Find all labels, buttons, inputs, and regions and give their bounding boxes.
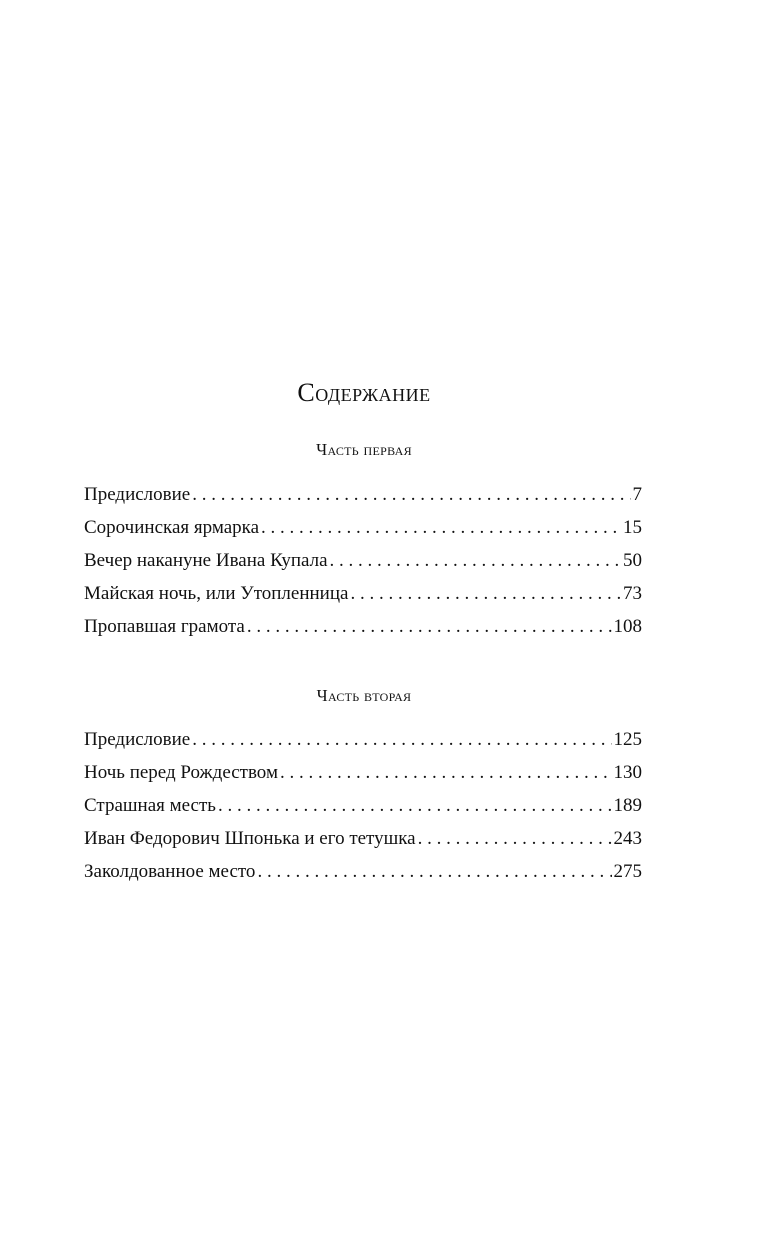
toc-entry [84,756,642,789]
dot-leader [330,544,621,577]
toc-entry [84,478,642,511]
toc-entry [84,544,642,577]
toc-entry-page: 125 [613,729,642,750]
toc-list-part-two [84,723,642,888]
toc-entry-title: Иван Федорович Шпонька и его тетушка [84,828,416,849]
toc-entry-page: 50 [623,550,642,571]
toc-entry [84,610,642,643]
dot-leader [192,723,611,756]
toc-entry [84,822,642,855]
toc-entry [84,577,642,610]
toc-entry-page: 275 [613,861,642,882]
toc-entry-page: 7 [632,484,642,505]
dot-leader [192,478,630,511]
dot-leader [280,756,612,789]
toc-entry-title: Сорочинская ярмарка [84,517,260,538]
toc-entry [84,789,642,822]
toc-entry-title: Страшная месть [84,795,216,816]
toc-entry-page: 189 [613,795,642,816]
toc-entry-page: 243 [613,828,642,849]
toc-entry-page: 15 [623,517,642,538]
toc-entry-page: 73 [623,583,642,604]
toc-entry [84,855,642,888]
toc-entry-title: Заколдованное место [84,861,256,882]
dot-leader [247,610,612,643]
toc-entry-title: Майская ночь, или Утопленница [84,583,349,604]
toc-entry-page: 130 [613,762,642,783]
part-two-heading: Часть вторая [316,686,412,705]
toc-entry-title: Пропавшая грамота [84,616,245,637]
toc-entry-title: Предисловие [84,484,191,505]
toc-entry [84,511,642,544]
dot-leader [218,789,612,822]
toc-entry-title: Ночь перед Рождеством [84,762,278,783]
dot-leader [418,822,612,855]
toc-entry-page: 108 [613,616,642,637]
dot-leader [350,577,621,610]
dot-leader [261,511,621,544]
toc-entry-title: Предисловие [84,729,191,750]
part-one-heading: Часть первая [316,440,412,459]
toc-list-part-one [84,478,642,643]
dot-leader [257,855,611,888]
contents-heading: Содержание [297,378,431,407]
toc-entry-title: Вечер накануне Ивана Купала [84,550,328,571]
toc-entry [84,723,642,756]
